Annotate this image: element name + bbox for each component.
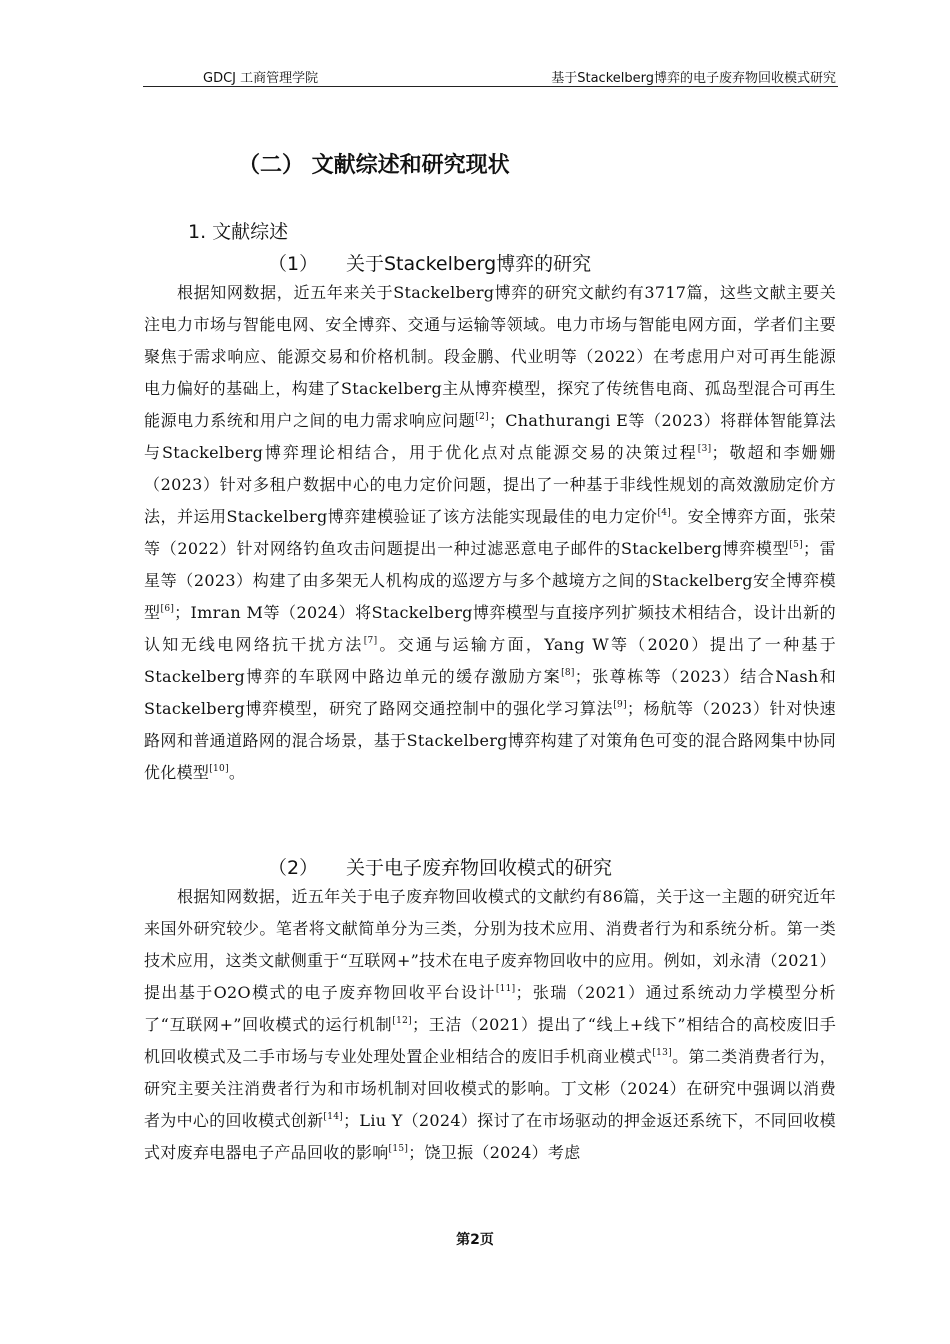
text-segment: 。 bbox=[228, 763, 246, 782]
section-title: （二） 文献综述和研究现状 bbox=[238, 153, 510, 178]
topic1-title: 关于Stackelberg博弈的研究 bbox=[346, 253, 592, 275]
text-segment: ；雷星等（2023）构建了由多架无人机构成的巡逻方与多个越境方之间的Stackelberg安全博弈模型 bbox=[144, 539, 836, 622]
citation-ref: [4] bbox=[657, 508, 672, 518]
citation-ref: [5] bbox=[789, 540, 803, 550]
topic2-number: （2） bbox=[268, 857, 319, 879]
citation-ref: [2] bbox=[475, 412, 489, 422]
citation-ref: [15] bbox=[388, 1144, 409, 1154]
topic1-number: （1） bbox=[268, 253, 319, 275]
text-segment: ；饶卫振（2024）考虑 bbox=[408, 1143, 581, 1162]
text-segment: ；Liu Y（2024）探讨了在市场驱动的押金返还系统下，不同回收模式对废弃电器电子产品回收的影响 bbox=[144, 1111, 836, 1162]
page-header bbox=[143, 66, 838, 87]
subsection-title: 1. 文献综述 bbox=[188, 221, 289, 243]
text-segment: 。安全博弈方面，张荣等（2022）针对网络钓鱼攻击问题提出一种过滤恶意电子邮件的Stackelberg博弈模型 bbox=[144, 507, 836, 558]
citation-ref: [3] bbox=[697, 444, 712, 454]
text-segment: ；敬超和李姗姗（2023）针对多租户数据中心的电力定价问题，提出了一种基于非线性规划的高效激励定价方法，并运用Stackelberg博弈建模验证了该方法能实现最佳的电力定价 bbox=[144, 443, 836, 526]
text-segment: ；Imran M等（2024）将Stackelberg博弈模型与直接序列扩频技术相结合，设计出新的认知无线电网络抗干扰方法 bbox=[144, 603, 836, 654]
topic2-heading bbox=[268, 853, 612, 880]
text-segment: ；杨航等（2023）针对快速路网和普通道路网的混合场景，基于Stackelberg博弈构建了对策角色可变的混合路网集中协同优化模型 bbox=[144, 699, 836, 782]
citation-ref: [11] bbox=[495, 984, 516, 994]
text-segment: ；Chathurangi E等（2023）将群体智能算法与Stackelberg博弈理论相结合，用于优化点对点能源交易的决策过程 bbox=[144, 411, 836, 462]
citation-ref: [13] bbox=[652, 1048, 673, 1058]
topic1-heading bbox=[268, 249, 591, 276]
page-number: 第2页 bbox=[456, 1232, 494, 1248]
text-segment: ；张瑞（2021）通过系统动力学模型分析了“互联网+”回收模式的运行机制 bbox=[144, 983, 836, 1034]
topic2-paragraph bbox=[144, 881, 836, 1169]
citation-ref: [6] bbox=[160, 604, 175, 614]
topic1-paragraph bbox=[144, 277, 836, 789]
citation-ref: [8] bbox=[561, 668, 575, 678]
text-segment: 。交通与运输方面，Yang W等（2020）提出了一种基于Stackelberg博弈的车联网中路边单元的缓存激励方案 bbox=[144, 635, 836, 686]
citation-ref: [10] bbox=[209, 764, 229, 774]
citation-ref: [14] bbox=[323, 1112, 344, 1122]
topic2-title: 关于电子废弃物回收模式的研究 bbox=[346, 857, 613, 879]
text-segment: ；张尊栋等（2023）结合Nash和Stackelberg博弈模型，研究了路网交通控制中的强化学习算法 bbox=[144, 667, 836, 718]
header-left-text: GDCJ 工商管理学院 bbox=[203, 71, 319, 86]
citation-ref: [9] bbox=[613, 700, 627, 710]
text-segment: 。第二类消费者行为，研究主要关注消费者行为和市场机制对回收模式的影响。丁文彬（2024）在研究中强调以消费者为中心的回收模式创新 bbox=[144, 1047, 836, 1130]
citation-ref: [12] bbox=[392, 1016, 412, 1026]
text-segment: 根据知网数据，近五年来关于Stackelberg博弈的研究文献约有3717篇，这些文献主要关注电力市场与智能电网、安全博弈、交通与运输等领域。电力市场与智能电网方面，学者们主要聚焦于需求响应、能源交易和价格机制。段金鹏、代业明等（2022）在考虑用户对可再生能源电力偏好的基础上，构建了Stackelberg主从博弈模型，探究了传统售电商、孤岛型混合可再生能源电力系统和用户之间的电力需求响应问题 bbox=[144, 283, 836, 430]
text-segment: ；王洁（2021）提出了“线上+线下”相结合的高校废旧手机回收模式及二手市场与专业处理处置企业相结合的废旧手机商业模式 bbox=[144, 1015, 836, 1066]
text-segment: 根据知网数据，近五年关于电子废弃物回收模式的文献约有86篇，关于这一主题的研究近年来国外研究较少。笔者将文献简单分为三类，分别为技术应用、消费者行为和系统分析。第一类技术应用，这类文献侧重于“互联网+”技术在电子废弃物回收中的应用。例如，刘永清（2021）提出基于O2O模式的电子废弃物回收平台设计 bbox=[144, 887, 836, 1002]
header-right-text: 基于Stackelberg博弈的电子废弃物回收模式研究 bbox=[551, 71, 836, 86]
citation-ref: [7] bbox=[363, 636, 378, 646]
